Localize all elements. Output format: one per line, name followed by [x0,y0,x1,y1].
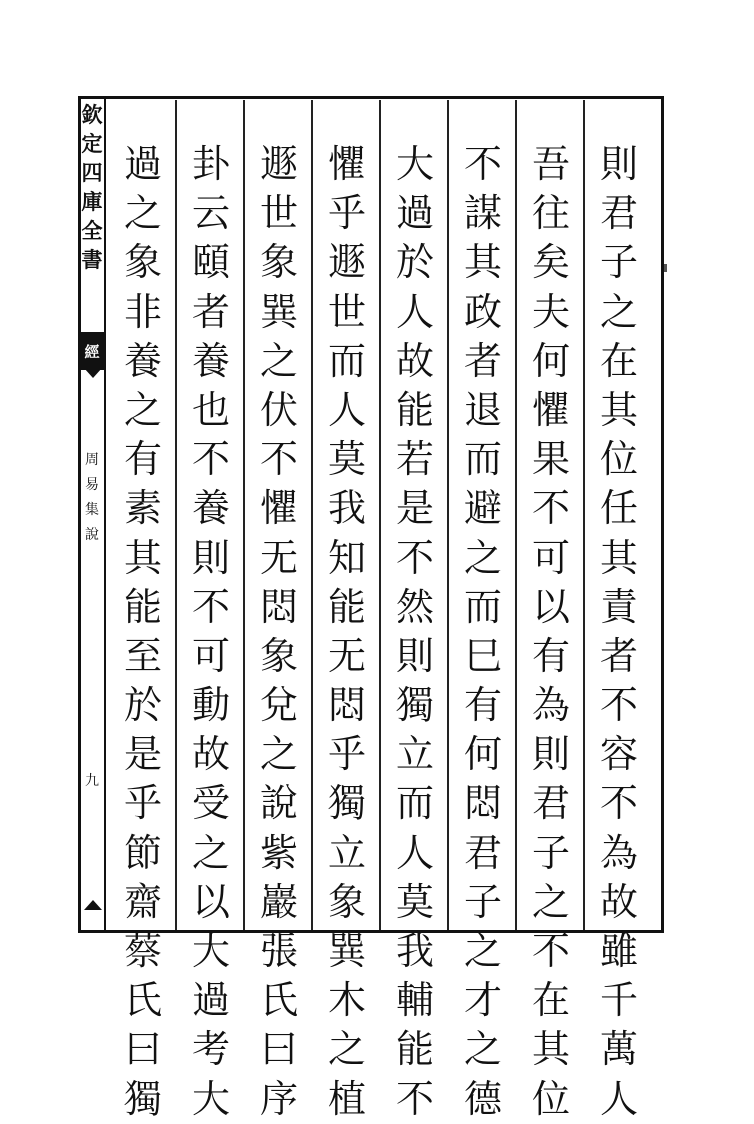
text-char: 非 [123,289,162,334]
text-char: 退 [463,387,502,432]
text-char: 而 [463,437,502,482]
text-char: 之 [123,191,162,236]
text-char: 乎 [327,191,366,236]
text-char: 人 [599,1076,638,1121]
text-char: 過 [395,191,434,236]
text-char: 人 [327,387,366,432]
text-char: 不 [531,929,570,973]
text-char: 能 [327,584,366,629]
heading-char: 四 [81,160,103,185]
text-char: 之 [463,929,502,973]
text-char: 之 [599,289,638,334]
book-title-char: 集 [85,502,99,518]
heading-char: 定 [81,131,103,156]
text-char: 則 [531,732,570,777]
text-char: 位 [599,437,638,482]
text-char: 君 [531,781,570,826]
text-char: 世 [327,289,366,334]
text-char: 受 [191,781,230,826]
text-char: 立 [395,732,434,777]
text-char: 養 [123,338,162,383]
text-char: 遯 [327,240,366,285]
text-char: 曰 [259,1027,298,1072]
text-char: 紫 [259,830,298,875]
book-title [82,448,102,548]
text-char: 其 [599,387,638,432]
text-char: 至 [123,633,162,678]
text-char: 者 [463,338,502,383]
text-char: 悶 [463,781,502,826]
text-column-3 [455,140,511,1124]
text-char: 德 [463,1076,502,1121]
text-char: 伏 [259,387,298,432]
text-char: 懼 [259,486,298,531]
text-char: 則 [191,535,230,580]
text-char: 君 [599,191,638,236]
text-char: 考 [191,1027,230,1072]
text-char: 大 [395,142,434,186]
text-char: 於 [395,240,434,285]
text-char: 蔡 [123,929,162,973]
text-char: 則 [395,633,434,678]
text-char: 雖 [599,929,638,973]
column-rule [447,100,449,930]
text-column-5 [319,140,375,1124]
frame-top-border [78,96,664,99]
text-char: 其 [123,535,162,580]
text-char: 兌 [259,683,298,728]
text-char: 政 [463,289,502,334]
text-char: 其 [463,240,502,285]
book-title-char: 易 [85,477,99,493]
text-char: 君 [463,830,502,875]
text-char: 云 [191,191,230,236]
text-char: 之 [531,879,570,924]
text-char: 悶 [259,584,298,629]
text-char: 之 [259,732,298,777]
text-column-7 [183,140,239,1124]
text-char: 吾 [531,142,570,186]
text-char: 象 [123,240,162,285]
text-char: 過 [123,142,162,186]
text-char: 輔 [395,978,434,1023]
text-char: 養 [191,486,230,531]
text-char: 責 [599,584,638,629]
text-char: 植 [327,1076,366,1121]
text-char: 乎 [123,781,162,826]
text-char: 以 [531,584,570,629]
text-char: 不 [599,781,638,826]
heading-char: 書 [81,247,103,272]
text-char: 之 [259,338,298,383]
text-char: 氏 [259,978,298,1023]
text-char: 之 [191,830,230,875]
text-char: 木 [327,978,366,1023]
fish-tail-top-mark [84,368,102,378]
text-char: 立 [327,830,366,875]
heading-char: 庫 [81,189,103,214]
text-char: 獨 [327,781,366,826]
text-char: 故 [191,732,230,777]
text-char: 可 [531,535,570,580]
text-char: 巖 [259,879,298,924]
text-char: 往 [531,191,570,236]
book-title-char: 說 [85,527,99,543]
text-char: 容 [599,732,638,777]
text-char: 懼 [531,387,570,432]
text-char: 世 [259,191,298,236]
text-char: 能 [395,387,434,432]
page-number: 九 [85,773,99,789]
text-char: 動 [191,683,230,728]
text-column-6 [251,140,307,1124]
text-column-4 [387,140,443,1124]
text-char: 萬 [599,1027,638,1072]
column-rule [311,100,313,930]
text-char: 頤 [191,240,230,285]
text-char: 位 [531,1076,570,1121]
text-char: 有 [463,683,502,728]
text-char: 乎 [327,732,366,777]
text-char: 在 [531,978,570,1023]
text-char: 若 [395,437,434,482]
text-char: 為 [599,830,638,875]
column-rule [243,100,245,930]
text-char: 无 [259,535,298,580]
text-char: 象 [259,633,298,678]
section-block-mark: 經 [80,332,104,370]
text-char: 懼 [327,142,366,186]
text-char: 人 [395,289,434,334]
text-char: 象 [327,879,366,924]
text-char: 巽 [259,289,298,334]
text-char: 序 [259,1076,298,1121]
text-char: 故 [395,338,434,383]
text-char: 莫 [327,437,366,482]
collection-heading [80,100,104,332]
text-char: 巽 [327,929,366,973]
text-char: 曰 [123,1027,162,1072]
text-char: 於 [123,683,162,728]
text-char: 素 [123,486,162,531]
heading-char: 欽 [81,102,103,127]
text-char: 說 [259,781,298,826]
heading-char: 全 [81,218,103,243]
text-column-1 [591,140,647,1124]
text-char: 不 [395,535,434,580]
column-rule [515,100,517,930]
text-char: 氏 [123,978,162,1023]
text-char: 不 [599,683,638,728]
text-char: 齋 [123,879,162,924]
text-char: 无 [327,633,366,678]
text-char: 在 [599,338,638,383]
frame-right-border [661,96,664,933]
text-char: 者 [191,289,230,334]
text-char: 不 [259,437,298,482]
text-char: 之 [463,535,502,580]
text-column-8 [115,140,171,1124]
text-char: 夫 [531,289,570,334]
text-char: 過 [191,978,230,1023]
text-char: 之 [327,1027,366,1072]
margin-mark [664,264,667,272]
text-char: 不 [395,1076,434,1121]
text-char: 莫 [395,879,434,924]
column-rule [175,100,177,930]
book-title-char: 周 [85,452,99,468]
text-char: 是 [123,732,162,777]
text-char: 為 [531,683,570,728]
text-char: 任 [599,486,638,531]
text-char: 可 [191,633,230,678]
text-char: 才 [463,978,502,1023]
text-char: 而 [327,338,366,383]
text-char: 象 [259,240,298,285]
text-char: 我 [327,486,366,531]
text-char: 子 [463,879,502,924]
text-char: 不 [191,584,230,629]
text-char: 故 [599,879,638,924]
text-char: 獨 [123,1076,162,1121]
text-char: 巳 [463,633,502,678]
text-char: 悶 [327,683,366,728]
text-char: 之 [463,1027,502,1072]
text-char: 之 [123,387,162,432]
text-char: 子 [599,240,638,285]
text-char: 知 [327,535,366,580]
text-char: 其 [531,1027,570,1072]
text-char: 大 [191,929,230,973]
text-char: 有 [531,633,570,678]
text-char: 我 [395,929,434,973]
text-column-2 [523,140,579,1124]
text-char: 而 [395,781,434,826]
text-char: 子 [531,830,570,875]
text-char: 能 [123,584,162,629]
text-char: 謀 [463,191,502,236]
text-char: 不 [191,437,230,482]
text-char: 然 [395,584,434,629]
text-char: 節 [123,830,162,875]
text-char: 其 [599,535,638,580]
text-char: 有 [123,437,162,482]
text-char: 何 [531,338,570,383]
text-char: 果 [531,437,570,482]
text-char: 不 [531,486,570,531]
text-char: 獨 [395,683,434,728]
text-char: 避 [463,486,502,531]
column-rule [379,100,381,930]
text-char: 能 [395,1027,434,1072]
text-char: 養 [191,338,230,383]
text-char: 千 [599,978,638,1023]
text-char: 是 [395,486,434,531]
text-char: 則 [599,142,638,186]
text-char: 矣 [531,240,570,285]
text-char: 卦 [191,142,230,186]
text-char: 也 [191,387,230,432]
text-char: 以 [191,879,230,924]
text-char: 而 [463,584,502,629]
text-char: 不 [463,142,502,186]
text-char: 人 [395,830,434,875]
fish-tail-bottom-mark [84,900,102,910]
column-rule [583,100,585,930]
text-char: 大 [191,1076,230,1121]
text-char: 者 [599,633,638,678]
center-strip-border [104,96,106,933]
text-char: 何 [463,732,502,777]
text-char: 遯 [259,142,298,186]
text-char: 張 [259,929,298,973]
